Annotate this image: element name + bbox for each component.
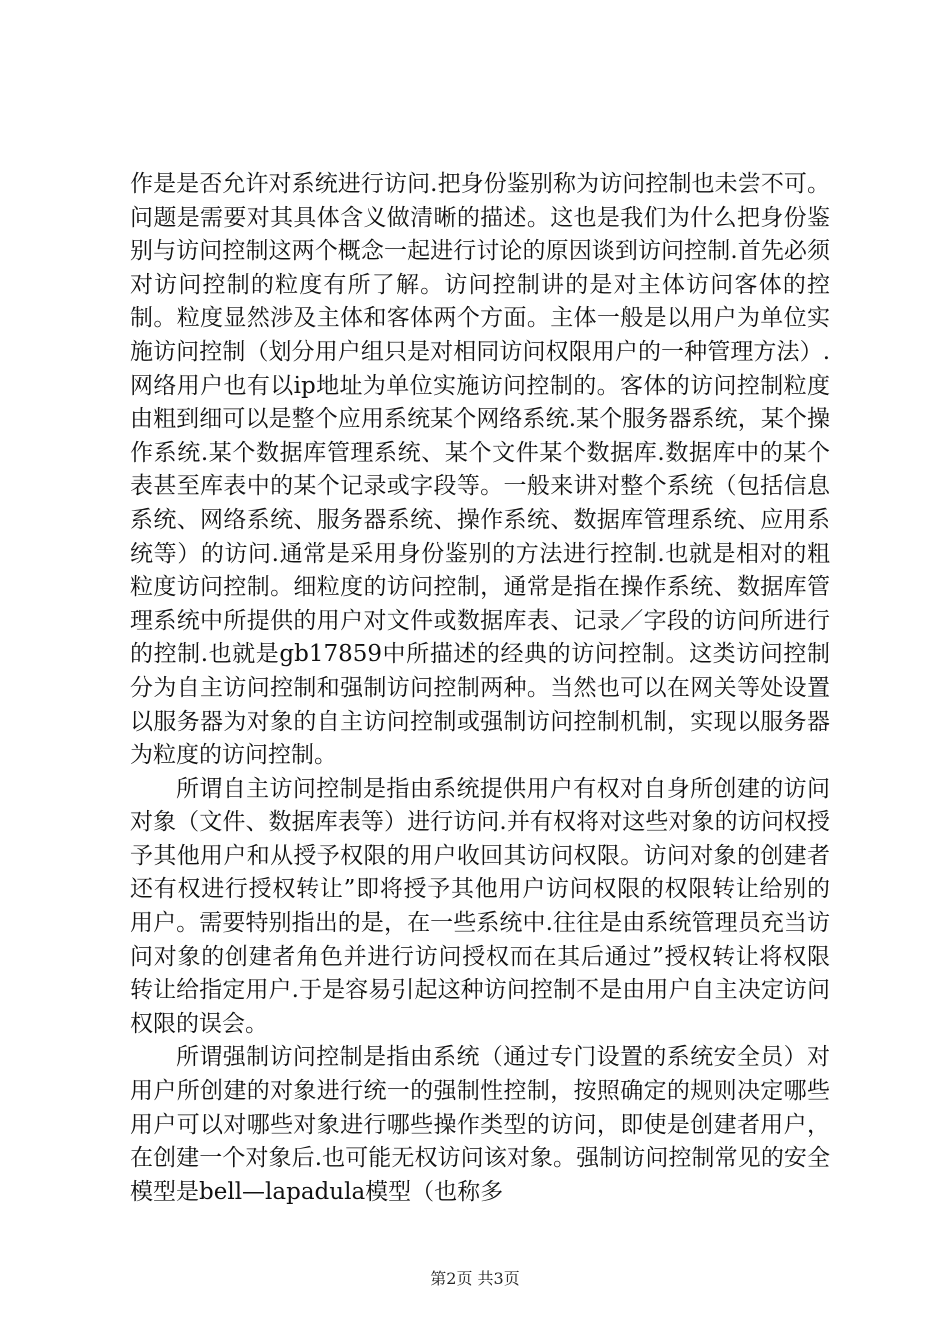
paragraph-continued: 作是是否允许对系统进行访问.把身份鉴别称为访问控制也未尝不可。问题是需要对其具体含义做清晰的描述。这也是我们为什么把身份鉴别与访问控制这两个概念一起进行讨论的原因谈到访问控制.首先必须对访问控制的粒度有所了解。访问控制讲的是对主体访问客体的控制。粒度显然涉及主体和客体两个方面。主体一般是以用户为单位实施访问控制（划分用户组只是对相同访问权限用户的一种管理方法）.网络用户也有以ip地址为单位实施访问控制的。客体的访问控制粒度由粗到细可以是整个应用系统某个网络系统.某个服务器系统，某个操作系统.某个数据库管理系统、某个文件某个数据库.数据库中的某个表甚至库表中的某个记录或字段等。一般来讲对整个系统（包括信息系统、网络系统、服务器系统、操作系统、数据库管理系统、应用系统等）的访问.通常是采用身份鉴别的方法进行控制.也就是相对的粗粒度访问控制。细粒度的访问控制，通常是指在操作系统、数据库管理系统中所提供的用户对文件或数据库表、记录／字段的访问所进行的控制.也就是gb17859中所描述的经典的访问控制。这类访问控制分为自主访问控制和强制访问控制两种。当然也可以在网关等处设置以服务器为对象的自主访问控制或强制访问控制机制，实现以服务器为粒度的访问控制。 — [130, 171, 830, 769]
paragraph-mandatory-access-control: 所谓强制访问控制是指由系统（通过专门设置的系统安全员）对用户所创建的对象进行统一的强制性控制，按照确定的规则决定哪些用户可以对哪些对象进行哪些操作类型的访问，即使是创建者用户，在创建一个对象后.也可能无权访问该对象。强制访问控制常见的安全模型是bell—lapadula模型（也称多 — [130, 1044, 830, 1205]
body-text — [130, 168, 830, 1209]
paragraph-discretionary-access-control: 所谓自主访问控制是指由系统提供用户有权对自身所创建的访问对象（文件、数据库表等）进行访问.并有权将对这些对象的访问权授予其他用户和从授予权限的用户收回其访问权限。访问对象的创建者还有权进行授权转让”即将授予其他用户访问权限的权限转让给别的用户。需要特别指出的是，在一些系统中.往往是由系统管理员充当访问对象的创建者角色并进行访问授权而在其后通过”授权转让将权限转让给指定用户.于是容易引起这种访问控制不是由用户自主决定访问权限的误会。 — [130, 775, 830, 1037]
page-footer: 第2页 共3页 — [430, 1269, 520, 1288]
